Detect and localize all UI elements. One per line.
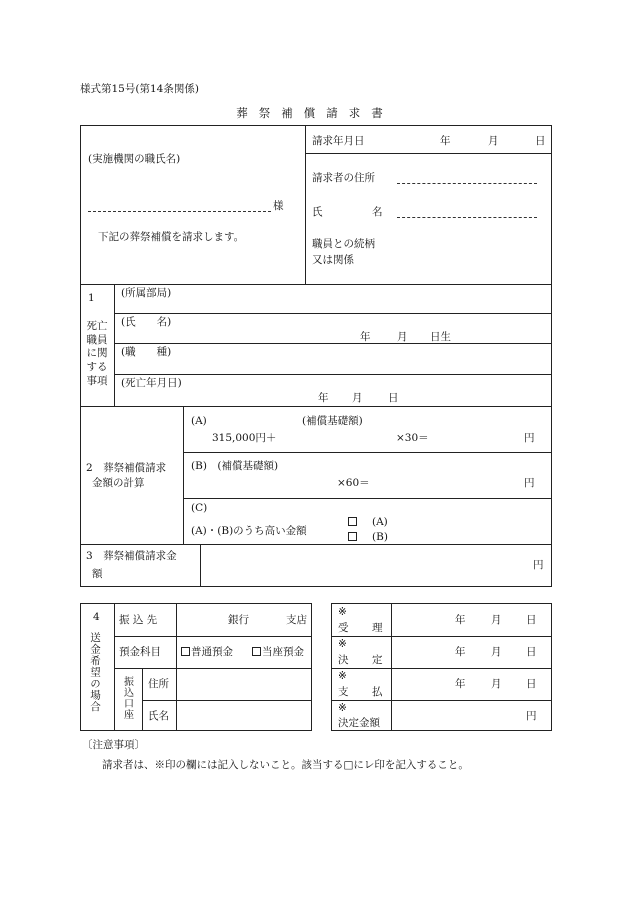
account-name-label: 氏名 bbox=[148, 710, 169, 722]
decided-month: 月 bbox=[491, 646, 502, 658]
birth-month: 月 bbox=[397, 331, 408, 343]
a-basis-label: (補償基礎額) bbox=[302, 415, 363, 427]
birth-day: 日生 bbox=[430, 331, 451, 343]
checkbox-option-b[interactable] bbox=[348, 532, 357, 541]
section2-label-1: 2 葬祭補償請求 bbox=[86, 462, 167, 474]
decided-amount-yen: 円 bbox=[526, 710, 537, 722]
address-label: 請求者の住所 bbox=[312, 172, 375, 184]
death-month: 月 bbox=[352, 392, 363, 404]
c-option-b: (B) bbox=[372, 531, 388, 543]
decided-label-1: 決 bbox=[338, 654, 349, 666]
decided-day: 日 bbox=[526, 646, 537, 658]
b-times: ×60＝ bbox=[337, 477, 370, 489]
section4-label: 送金希望の場合 bbox=[89, 632, 102, 713]
death-date-label: (死亡年月日) bbox=[121, 377, 182, 389]
request-date-year: 年 bbox=[440, 135, 451, 147]
decided-label-2: 定 bbox=[372, 654, 383, 666]
request-date-day: 日 bbox=[535, 135, 546, 147]
death-year: 年 bbox=[318, 392, 329, 404]
b-yen: 円 bbox=[524, 477, 535, 489]
form-number: 様式第15号(第14条関係) bbox=[80, 83, 199, 95]
branch-label: 支店 bbox=[286, 614, 307, 626]
section1-number: 1 bbox=[88, 292, 95, 304]
bank-label: 銀行 bbox=[228, 614, 249, 626]
current-label: 当座預金 bbox=[262, 646, 304, 658]
a-yen: 円 bbox=[524, 432, 535, 444]
decided-year: 年 bbox=[455, 646, 466, 658]
section3-yen: 円 bbox=[533, 559, 544, 571]
checkbox-current[interactable] bbox=[252, 647, 261, 656]
address-line[interactable] bbox=[397, 183, 537, 184]
paid-year: 年 bbox=[455, 678, 466, 690]
checkbox-option-a[interactable] bbox=[348, 517, 357, 526]
birth-year: 年 bbox=[360, 331, 371, 343]
deceased-name-label: (氏 名) bbox=[121, 316, 172, 328]
decided-amount-label: 決定金額 bbox=[338, 717, 380, 729]
a-formula: 315,000円＋ bbox=[212, 432, 277, 444]
paid-label-2: 払 bbox=[372, 686, 383, 698]
section3-label-2: 額 bbox=[92, 568, 103, 580]
paid-label-1: 支 bbox=[338, 686, 349, 698]
received-label-1: 受 bbox=[338, 622, 349, 634]
amount-mark: ※ bbox=[338, 702, 347, 714]
section3-label-1: 3 葬祭補償請求金 bbox=[86, 550, 177, 562]
notes-heading: 〔注意事項〕 bbox=[82, 739, 145, 751]
received-day: 日 bbox=[526, 614, 537, 626]
death-day: 日 bbox=[388, 392, 399, 404]
request-date-label: 請求年月日 bbox=[312, 135, 365, 147]
c-label: (C) bbox=[191, 502, 208, 514]
c-text: (A)・(B)のうち高い金額 bbox=[191, 525, 307, 537]
section4-number: 4 bbox=[93, 611, 100, 623]
section1-label: 死亡職員に関する事項 bbox=[86, 320, 108, 387]
relation-label-2: 又は関係 bbox=[312, 254, 354, 266]
paid-mark: ※ bbox=[338, 670, 347, 682]
section2-label-2: 金額の計算 bbox=[92, 477, 145, 489]
paid-day: 日 bbox=[526, 678, 537, 690]
relation-label-1: 職員との続柄 bbox=[312, 238, 375, 250]
received-label-2: 理 bbox=[372, 622, 383, 634]
sama-label: 様 bbox=[273, 200, 284, 212]
office-use-box bbox=[331, 603, 552, 731]
b-label: (B) (補償基礎額) bbox=[191, 460, 279, 472]
decided-mark: ※ bbox=[338, 638, 347, 650]
received-mark: ※ bbox=[338, 606, 347, 618]
name-label-2: 名 bbox=[372, 206, 383, 218]
c-option-a: (A) bbox=[372, 516, 388, 528]
received-month: 月 bbox=[491, 614, 502, 626]
ordinary-label: 普通預金 bbox=[191, 646, 233, 658]
notes-text: 請求者は、※印の欄には記入しないこと。該当する□にレ印を記入すること。 bbox=[102, 759, 469, 771]
name-label-1: 氏 bbox=[312, 206, 323, 218]
deposit-type-label: 預金科目 bbox=[119, 646, 161, 658]
account-address-label: 住所 bbox=[148, 678, 169, 690]
checkbox-ordinary[interactable] bbox=[181, 647, 190, 656]
paid-month: 月 bbox=[491, 678, 502, 690]
transfer-label: 振 込 先 bbox=[119, 614, 158, 626]
request-date-month: 月 bbox=[488, 135, 499, 147]
name-line[interactable] bbox=[397, 217, 537, 218]
agency-label: (実施機関の職氏名) bbox=[88, 153, 181, 165]
received-year: 年 bbox=[455, 614, 466, 626]
a-label: (A) bbox=[191, 415, 207, 427]
account-label: 振込口座 bbox=[121, 676, 133, 720]
form-title: 葬祭補償請求書 bbox=[236, 106, 394, 120]
job-label: (職 種) bbox=[121, 346, 172, 358]
dept-label: (所属部局) bbox=[121, 287, 172, 299]
request-text: 下記の葬祭補償を請求します。 bbox=[98, 231, 245, 243]
agency-name-line[interactable] bbox=[88, 211, 271, 212]
a-times: ×30＝ bbox=[396, 432, 429, 444]
